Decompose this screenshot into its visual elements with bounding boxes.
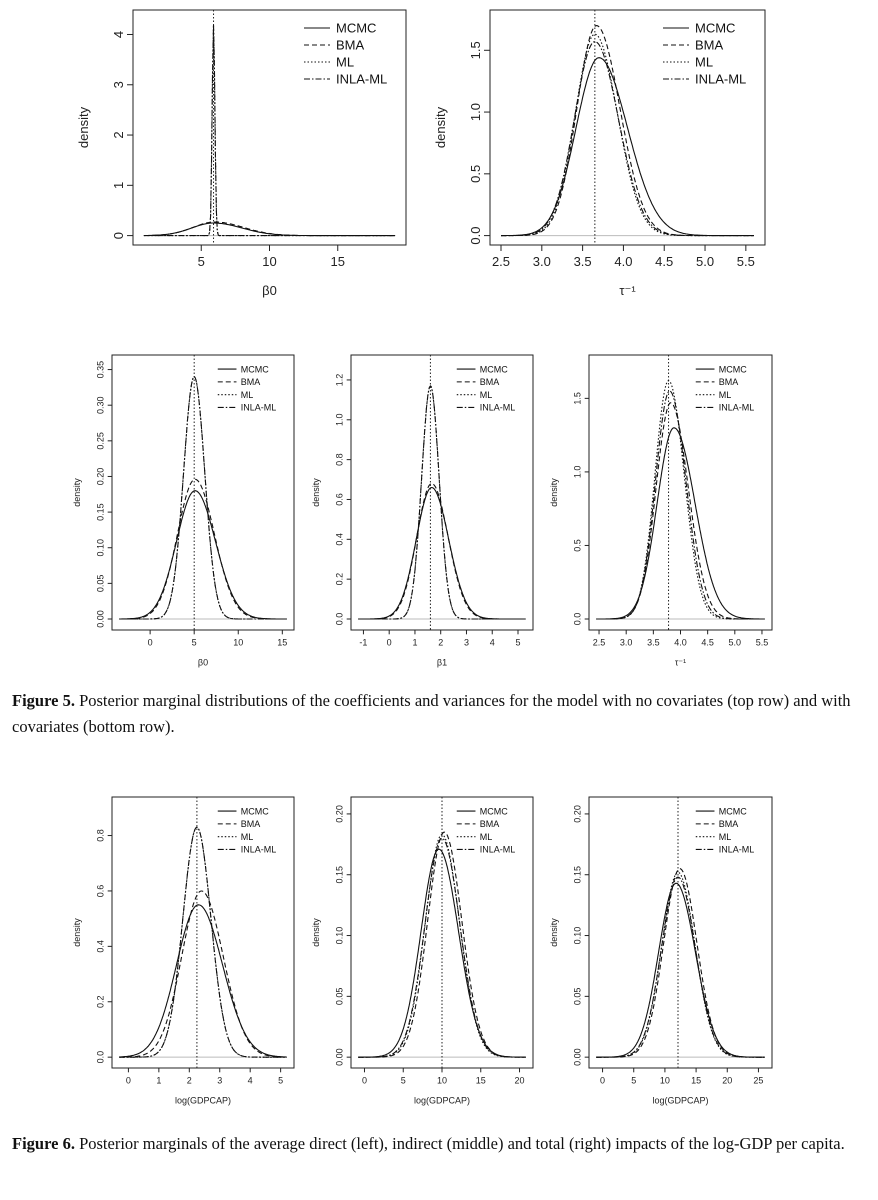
- x-tick-label: 4: [247, 1075, 253, 1086]
- y-axis-label: density: [76, 106, 91, 149]
- legend-label: INLA-ML: [240, 402, 277, 413]
- y-tick-label: 1.0: [334, 413, 345, 427]
- figure-6-caption: [12, 1131, 868, 1157]
- y-tick-label: 0.0: [572, 612, 583, 626]
- plot-frame: [351, 797, 533, 1068]
- x-axis-label: β0: [197, 657, 209, 668]
- y-tick-label: 0.8: [334, 453, 345, 466]
- legend-label: MCMC: [479, 806, 508, 817]
- x-tick-label: 1: [156, 1075, 162, 1086]
- x-tick-label: 25: [753, 1075, 764, 1086]
- x-tick-label: 0: [386, 637, 392, 648]
- chart-6: [72, 797, 294, 1105]
- legend-label: ML: [718, 831, 732, 842]
- chart-1: [76, 10, 406, 298]
- x-tick-label: 15: [330, 254, 345, 269]
- series-bma-line: [501, 26, 754, 236]
- x-tick-label: 0: [125, 1075, 131, 1086]
- x-tick-label: 15: [691, 1075, 702, 1086]
- x-tick-label: 5.5: [736, 254, 755, 269]
- legend-label: INLA-ML: [336, 71, 388, 87]
- x-tick-label: 5.0: [695, 254, 715, 269]
- plot-frame: [112, 797, 294, 1068]
- series-bma-line: [119, 891, 286, 1057]
- x-tick-label: 4.5: [655, 254, 674, 269]
- y-axis-label: density: [310, 478, 321, 507]
- series-bma-line: [596, 869, 764, 1058]
- series-mcmc-line: [596, 428, 764, 619]
- chart-5: [549, 355, 772, 667]
- x-tick-label: 5: [631, 1075, 637, 1086]
- legend-label: ML: [695, 54, 714, 70]
- x-tick-label: 2: [186, 1075, 192, 1086]
- x-tick-label: 5: [278, 1075, 284, 1086]
- x-tick-label: 3: [217, 1075, 223, 1086]
- x-tick-label: 4: [489, 637, 495, 648]
- y-tick-label: 0.15: [95, 503, 106, 521]
- x-tick-label: 0: [361, 1075, 367, 1086]
- series-ml-line: [501, 34, 754, 235]
- legend-label: BMA: [336, 37, 365, 53]
- x-tick-label: 10: [233, 637, 244, 648]
- y-tick-label: 1.5: [468, 41, 483, 60]
- y-axis-label: density: [71, 478, 82, 507]
- y-tick-label: 0.10: [572, 926, 583, 945]
- y-tick-label: 0.25: [95, 432, 106, 450]
- series-mcmc-line: [596, 883, 764, 1057]
- legend-label: MCMC: [479, 364, 508, 375]
- figure-5-label: Figure 5.: [12, 691, 75, 710]
- legend-label: INLA-ML: [718, 844, 755, 855]
- legend-label: MCMC: [718, 364, 747, 375]
- y-axis-label: density: [433, 106, 448, 149]
- x-tick-label: 5: [191, 637, 197, 648]
- x-axis-label: log(GDPCAP): [413, 1095, 471, 1106]
- legend-label: ML: [240, 389, 254, 400]
- x-tick-label: 3.0: [532, 254, 551, 269]
- series-inla-ml-line: [596, 391, 764, 619]
- y-tick-label: 2: [111, 131, 126, 139]
- x-tick-label: 10: [436, 1075, 448, 1086]
- x-tick-label: 5.5: [755, 637, 769, 648]
- y-tick-label: 0.15: [334, 865, 345, 884]
- y-tick-label: 0.4: [334, 533, 345, 546]
- y-tick-label: 3: [111, 81, 126, 89]
- legend-label: BMA: [240, 819, 261, 830]
- legend-label: BMA: [240, 377, 261, 388]
- legend-label: ML: [336, 54, 355, 70]
- legend-label: INLA-ML: [240, 844, 277, 855]
- x-tick-label: 3: [463, 637, 469, 648]
- x-axis-label: τ⁻¹: [674, 657, 687, 668]
- y-tick-label: 0.00: [334, 1048, 345, 1066]
- y-tick-label: 1.2: [334, 373, 345, 387]
- x-tick-label: 3.5: [647, 637, 660, 648]
- series-ml-line: [119, 377, 286, 619]
- x-axis-label: β1: [436, 657, 448, 668]
- x-tick-label: 1: [412, 637, 418, 648]
- legend-label: INLA-ML: [479, 844, 516, 855]
- plot-frame: [112, 355, 294, 630]
- y-axis-label: density: [548, 478, 559, 507]
- x-tick-label: 15: [277, 637, 288, 648]
- legend-label: ML: [479, 389, 493, 400]
- plot-frame: [589, 797, 772, 1068]
- legend-label: INLA-ML: [718, 402, 755, 413]
- figure-6-label: Figure 6.: [12, 1134, 75, 1153]
- legend-label: MCMC: [718, 806, 747, 817]
- x-tick-label: 15: [475, 1075, 486, 1086]
- y-tick-label: 0.35: [95, 360, 106, 379]
- y-tick-label: 0.6: [334, 493, 345, 506]
- series-ml-line: [358, 386, 525, 619]
- legend-label: BMA: [718, 819, 739, 830]
- series-ml-line: [596, 381, 764, 619]
- y-tick-label: 0.6: [95, 884, 106, 898]
- y-axis-label: density: [71, 918, 82, 947]
- chart-4: [311, 355, 533, 667]
- series-inla-ml-line: [119, 827, 286, 1057]
- y-tick-label: 0.30: [95, 396, 106, 414]
- x-tick-label: 0: [600, 1075, 606, 1086]
- x-tick-label: 5.0: [728, 637, 742, 648]
- y-tick-label: 0.05: [95, 574, 106, 593]
- y-tick-label: 0.10: [95, 538, 106, 557]
- y-tick-label: 0.20: [334, 805, 345, 823]
- legend-label: MCMC: [240, 806, 269, 817]
- legend-label: MCMC: [240, 364, 269, 375]
- x-axis-label: τ⁻¹: [619, 283, 636, 298]
- x-tick-label: 3.5: [573, 254, 592, 269]
- y-tick-label: 0.20: [95, 467, 106, 486]
- y-axis-label: density: [310, 918, 321, 947]
- figure-5-caption: [12, 688, 868, 740]
- x-axis-label: log(GDPCAP): [652, 1095, 709, 1106]
- legend-label: ML: [240, 831, 254, 842]
- y-tick-label: 0.5: [468, 164, 483, 183]
- x-tick-label: 4.0: [674, 637, 687, 648]
- series-inla-ml-line: [596, 877, 764, 1057]
- chart-2: [433, 10, 765, 298]
- series-bma-line: [144, 222, 395, 236]
- y-tick-label: 0.4: [95, 940, 106, 953]
- x-tick-label: 5: [400, 1075, 406, 1086]
- y-axis-label: density: [548, 918, 559, 947]
- x-axis-label: β0: [262, 283, 277, 298]
- x-tick-label: 0: [147, 637, 153, 648]
- y-tick-label: 0.0: [334, 612, 345, 626]
- plot-frame: [589, 355, 772, 630]
- legend-label: ML: [718, 389, 732, 400]
- y-tick-label: 0.10: [334, 926, 345, 945]
- figure-6-text: Posterior marginals of the average direct (left), indirect (middle) and total (right) impacts of the log-GDP per capita.: [79, 1134, 845, 1153]
- series-mcmc-line: [119, 491, 286, 619]
- x-tick-label: 20: [514, 1075, 525, 1086]
- y-tick-label: 0.00: [95, 610, 106, 628]
- x-tick-label: 3.0: [619, 637, 633, 648]
- x-tick-label: 5: [515, 637, 521, 648]
- legend-label: BMA: [718, 377, 739, 388]
- y-tick-label: 0.05: [334, 987, 345, 1006]
- legend-label: MCMC: [336, 20, 377, 36]
- x-tick-label: 5: [197, 254, 205, 269]
- x-tick-label: 2.5: [491, 254, 511, 269]
- y-tick-label: 0.15: [572, 865, 583, 884]
- y-tick-label: 0.20: [572, 805, 583, 823]
- y-tick-label: 1.0: [572, 465, 583, 479]
- y-tick-label: 0.0: [468, 226, 483, 245]
- series-inla-ml-line: [358, 386, 525, 619]
- y-tick-label: 0.2: [95, 995, 106, 1009]
- y-tick-label: 4: [111, 30, 126, 39]
- legend-label: ML: [479, 831, 493, 842]
- x-tick-label: 4.0: [614, 254, 633, 269]
- legend-label: BMA: [479, 819, 500, 830]
- y-tick-label: 0.0: [95, 1050, 106, 1064]
- x-tick-label: 4.5: [701, 637, 714, 648]
- x-tick-label: -1: [359, 637, 368, 648]
- plot-frame: [351, 355, 533, 630]
- x-tick-label: 2.5: [592, 637, 606, 648]
- y-tick-label: 0.5: [572, 539, 583, 552]
- legend-label: MCMC: [695, 20, 736, 36]
- y-tick-label: 0.00: [572, 1048, 583, 1066]
- legend-label: INLA-ML: [479, 402, 516, 413]
- legend-label: INLA-ML: [695, 71, 747, 87]
- chart-3: [72, 355, 294, 667]
- x-tick-label: 10: [659, 1075, 670, 1086]
- series-ml-line: [144, 25, 395, 236]
- chart-8: [549, 797, 772, 1105]
- y-tick-label: 0.05: [572, 987, 583, 1006]
- series-bma-line: [358, 484, 525, 620]
- legend-label: BMA: [479, 377, 500, 388]
- series-ml-line: [596, 872, 764, 1057]
- series-ml-line: [119, 827, 286, 1057]
- legend-label: BMA: [695, 37, 724, 53]
- y-tick-label: 1.0: [468, 103, 483, 122]
- y-tick-label: 1: [111, 181, 126, 189]
- figure-5-text: Posterior marginal distributions of the coefficients and variances for the model with no covariates (top row) and with covariates (bottom row).: [12, 691, 851, 736]
- x-tick-label: 2: [438, 637, 444, 648]
- x-tick-label: 10: [262, 254, 277, 269]
- plot-frame: [133, 10, 406, 245]
- series-inla-ml-line: [144, 25, 395, 236]
- y-tick-label: 0.8: [95, 829, 106, 842]
- y-tick-label: 0.2: [334, 572, 345, 586]
- series-inla-ml-line: [119, 377, 286, 619]
- y-tick-label: 1.5: [572, 392, 583, 405]
- chart-7: [311, 797, 533, 1105]
- x-axis-label: log(GDPCAP): [174, 1095, 232, 1106]
- x-tick-label: 20: [722, 1075, 733, 1086]
- y-tick-label: 0: [111, 231, 126, 240]
- series-mcmc-line: [119, 905, 286, 1057]
